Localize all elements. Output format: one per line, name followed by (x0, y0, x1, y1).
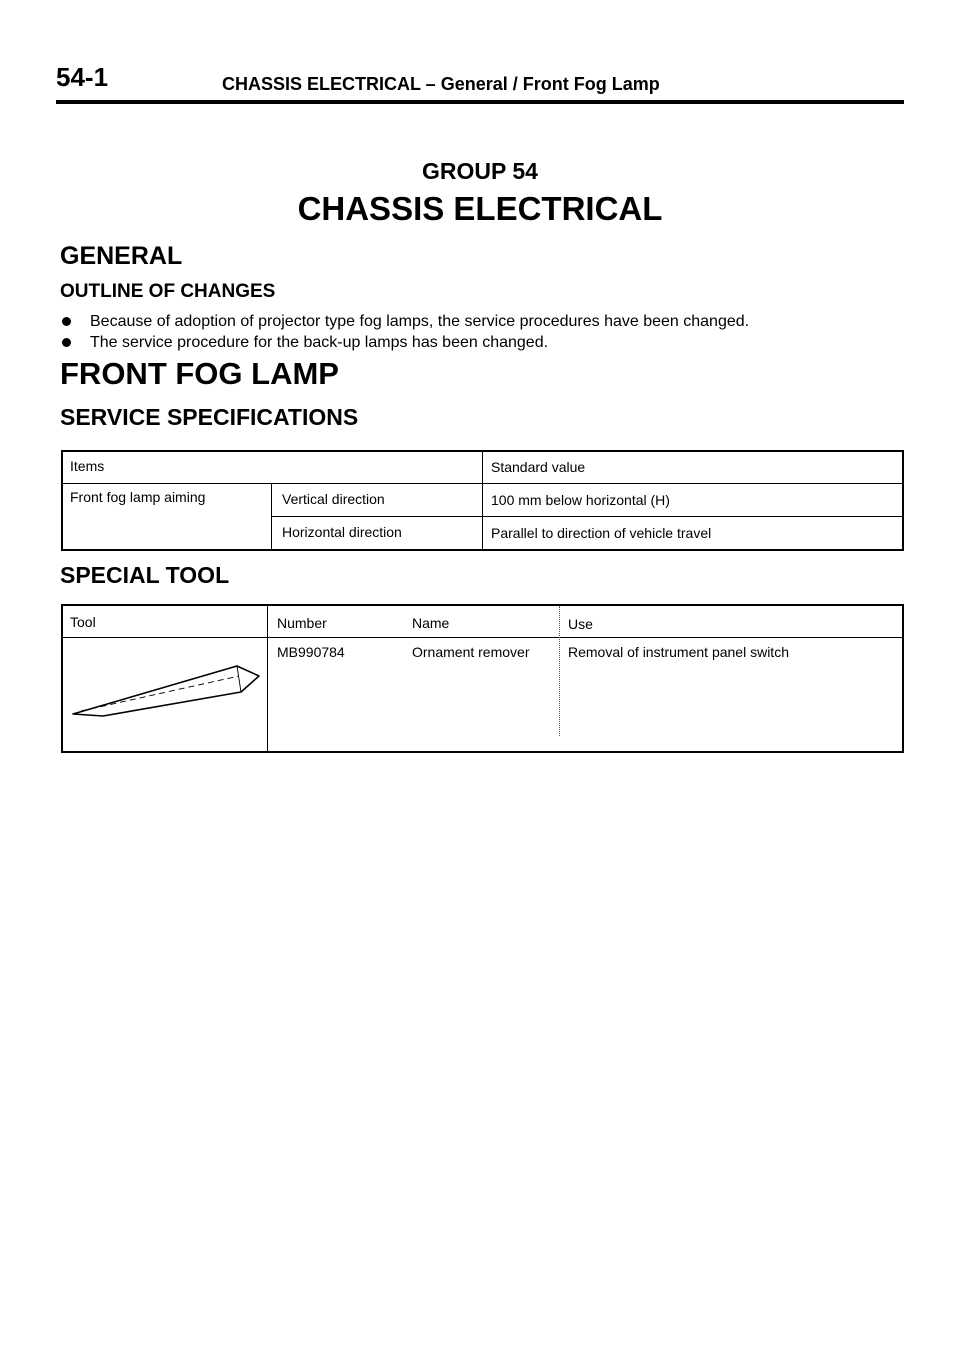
header-rule (56, 100, 904, 104)
service-specs-table (61, 450, 904, 551)
spec-direction: Horizontal direction (282, 524, 402, 540)
table-rule (267, 606, 268, 751)
spec-item: Front fog lamp aiming (70, 489, 206, 505)
table-rule (482, 452, 483, 549)
outline-item-text: Because of adoption of projector type fog lamps, the service procedures have been changed. (90, 313, 750, 330)
header-items: Items (70, 458, 105, 474)
header-name: Name (412, 615, 450, 631)
special-tool-heading: SPECIAL TOOL (60, 562, 230, 588)
spec-direction: Vertical direction (282, 491, 385, 507)
spec-value: Parallel to direction of vehicle travel (491, 525, 712, 541)
tool-number: MB990784 (277, 644, 345, 660)
header-number: Number (277, 615, 327, 631)
outline-item (60, 332, 749, 353)
tool-name: Ornament remover (412, 644, 530, 660)
outline-item-text: The service procedure for the back-up lamps has been changed. (90, 334, 549, 351)
ornament-remover-icon (69, 662, 265, 722)
tool-use: Removal of instrument panel switch (568, 644, 789, 660)
header-tool: Tool (70, 614, 96, 630)
header-standard-value: Standard value (491, 459, 586, 475)
page-number: 54-1 (56, 62, 109, 92)
table-rule (559, 606, 561, 736)
table-rule (271, 516, 902, 517)
outline-heading: OUTLINE OF CHANGES (60, 281, 276, 302)
bullet-icon (62, 338, 71, 347)
header-title: CHASSIS ELECTRICAL – General / Front Fog Lamp (222, 74, 660, 94)
header-use: Use (568, 616, 593, 632)
table-rule (63, 637, 902, 638)
bullet-icon (62, 317, 71, 326)
outline-item (60, 311, 749, 332)
group-number: GROUP 54 (422, 158, 538, 184)
service-specs-heading: SERVICE SPECIFICATIONS (60, 404, 359, 430)
outline-list (60, 311, 749, 353)
table-rule (271, 483, 272, 549)
spec-value: 100 mm below horizontal (H) (491, 492, 670, 508)
group-title: CHASSIS ELECTRICAL (297, 190, 663, 227)
special-tool-table (61, 604, 904, 753)
page-header (56, 62, 904, 104)
section-heading-front-fog-lamp: FRONT FOG LAMP (60, 356, 339, 391)
section-heading-general: GENERAL (60, 242, 183, 270)
